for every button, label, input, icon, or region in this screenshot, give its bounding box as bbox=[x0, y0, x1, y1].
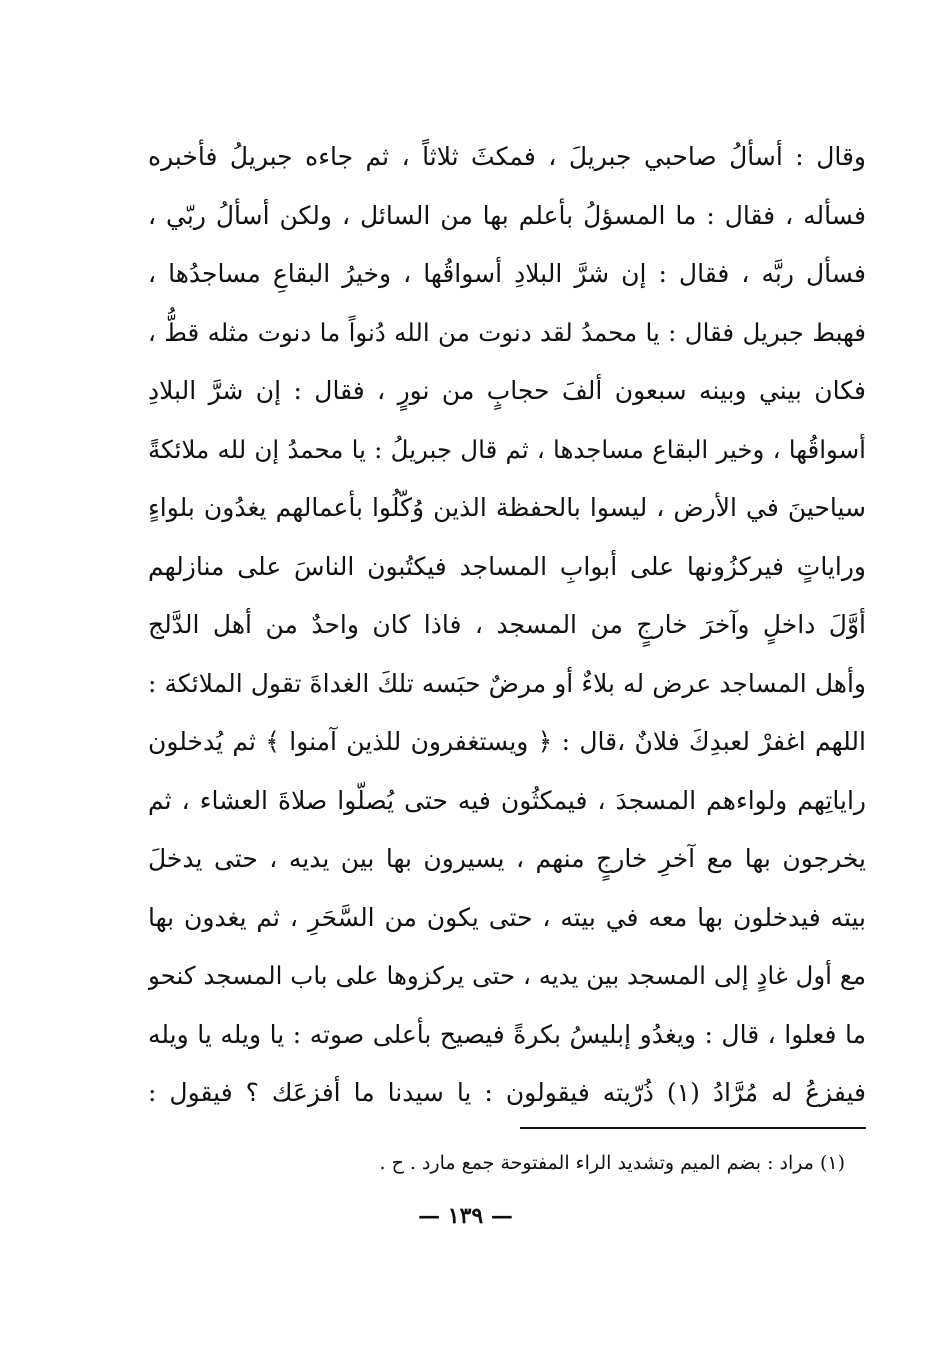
text-line: فسأله ، فقال : ما المسؤلُ بأعلم بها من السائل ، ولكن أسألُ ربّي ، bbox=[148, 200, 866, 230]
text-line: فسأل ربَّه ، فقال : إن شرَّ البلادِ أسواقُها ، وخيرُ البقاعِ مساجدُها ، bbox=[148, 259, 866, 288]
text-line: وراياتٍ فيركزُونها على أبوابِ المساجد فيكتُبون الناسَ على منازلهم bbox=[148, 551, 866, 581]
text-line: يخرجون بها مع آخرِ خارجٍ منهم ، يسيرون بها بين يديه ، حتى يدخلَ bbox=[148, 844, 866, 873]
text-line: أسواقُها ، وخير البقاع مساجدها ، ثم قال جبريلُ : يا محمدُ إن لله ملائكةً bbox=[148, 434, 866, 464]
body-text bbox=[148, 128, 866, 1123]
text-line: فيفزعُ له مُرَّادُ (١) ذُرّيته فيقولون : يا سيدنا ما أفزعَك ؟ فيقول : bbox=[148, 1078, 866, 1107]
footnote: (١) مراد : بضم الميم وتشديد الراء المفتوحة جمع مارد . ح . bbox=[379, 1152, 845, 1174]
text-line: مع أول غادٍ إلى المسجد بين يديه ، حتى يركزوها على باب المسجد كنحو bbox=[148, 961, 866, 990]
text-line: بيته فيدخلون بها معه في بيته ، حتى يكون من السَّحَرِ ، ثم يغدون بها bbox=[148, 902, 866, 932]
text-line: وقال : أسألُ صاحبي جبريلَ ، فمكثَ ثلاثاً ، ثم جاءه جبريلُ فأخبره bbox=[148, 142, 866, 171]
text-line: أوَّلَ داخلٍ وآخرَ خارجٍ من المسجد ، فاذا كان واحدٌ من أهل الدَّلج bbox=[148, 610, 866, 639]
page-number: — ١٣٩ — bbox=[418, 1203, 513, 1229]
text-line: فهبط جبريل فقال : يا محمدُ لقد دنوت من الله دُنواً ما دنوت مثله قطُّ ، bbox=[148, 317, 866, 347]
text-line: ما فعلوا ، قال : ويغدُو إبليسُ بكرةً فيصيح بأعلى صوته : يا ويله يا ويله bbox=[148, 1019, 866, 1049]
text-line: اللهم اغفرْ لعبدِكَ فلانٌ ،قال : ﴿ ويستغفرون للذين آمنوا ﴾ ثم يُدخلون bbox=[148, 727, 866, 756]
text-line: سياحينَ في الأرض ، ليسوا بالحفظة الذين وُكّلُوا بأعمالهم يغدُون بلواءٍ bbox=[148, 493, 866, 522]
footnote-separator bbox=[520, 1127, 866, 1129]
text-line: وأهل المساجد عرض له بلاءٌ أو مرضٌ حبَسه تلكَ الغداةَ تقول الملائكة : bbox=[148, 668, 866, 698]
text-line: راياتِهم ولواءهم المسجدَ ، فيمكثُون فيه حتى يُصلّوا صلاةَ العشاء ، ثم bbox=[148, 785, 866, 815]
text-line: فكان بيني وبينه سبعون ألفَ حجابٍ من نورٍ ، فقال : إن شرَّ البلادِ bbox=[148, 376, 866, 405]
